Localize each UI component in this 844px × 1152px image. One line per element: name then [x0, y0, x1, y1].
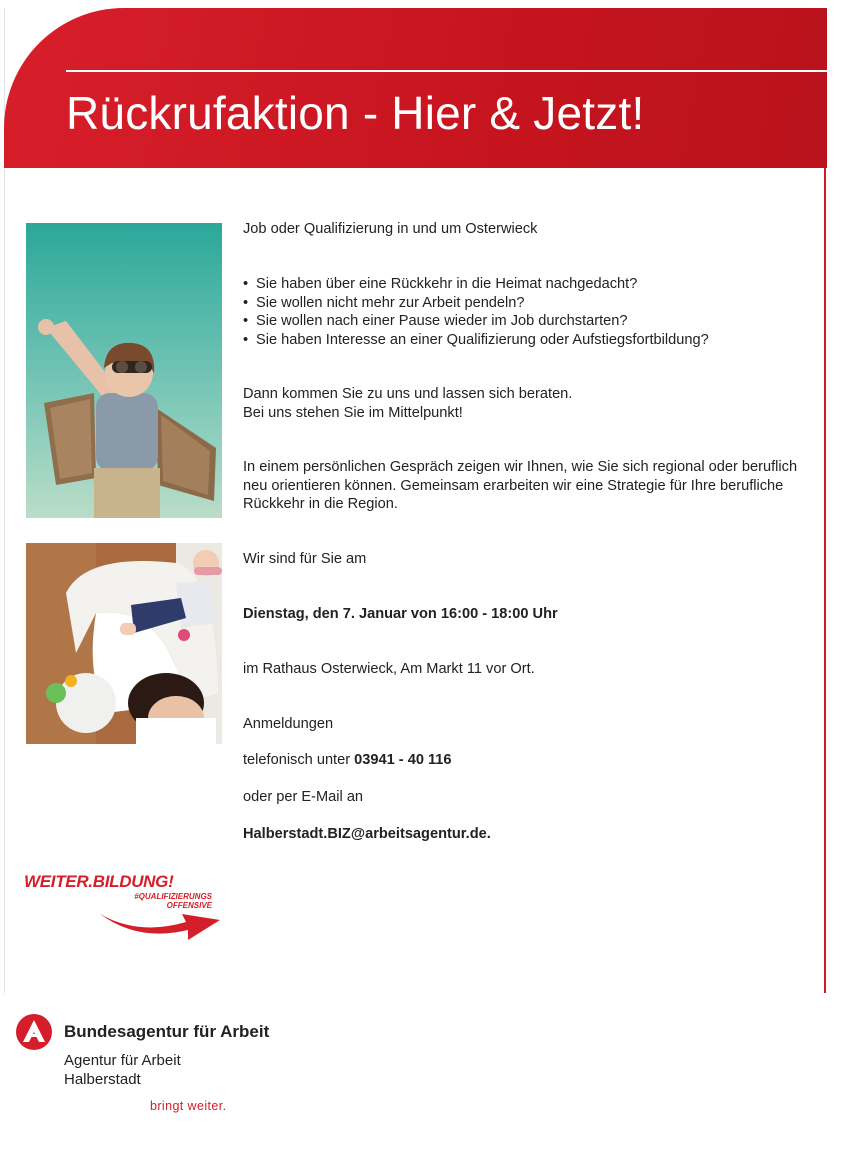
event-lead: Wir sind für Sie am — [243, 551, 367, 567]
header-banner — [4, 8, 827, 168]
consult-paragraph — [243, 385, 572, 422]
mother-baby-photo — [26, 543, 222, 744]
consult-line-2: Bei uns stehen Sie im Mittelpunkt! — [243, 404, 463, 421]
conversation-paragraph: In einem persönlichen Gespräch zeigen wir Ihnen, wie Sie sich regional oder beruflich neu orientieren können. Gemeinsam erarbeiten wir eine Strategie für Ihre berufliche Rückkehr in die Region. — [243, 459, 798, 512]
bullet-item: • Sie haben über eine Rückkehr in die Heimat nachgedacht? — [243, 275, 803, 294]
organization-name: Bundesagentur für Arbeit — [64, 1022, 270, 1041]
bullet-list — [243, 275, 803, 349]
consult-line-1: Dann kommen Sie zu uns und lassen sich beraten. — [243, 386, 573, 402]
event-location: im Rathaus Osterwieck, Am Markt 11 vor Ort. — [243, 661, 535, 677]
phone-prefix: telefonisch unter — [243, 752, 351, 768]
bullet-item: • Sie wollen nicht mehr zur Arbeit pendeln? — [243, 294, 803, 313]
intro-heading: Job oder Qualifizierung in und um Osterwieck — [243, 221, 538, 237]
email-line — [243, 825, 491, 844]
phone-number[interactable]: 03941 - 40 116 — [354, 752, 452, 768]
campaign-subtitle: #QUALIFIZIERUNGS OFFENSIVE — [134, 892, 212, 910]
header-rule — [66, 70, 827, 72]
bullet-item: • Sie haben Interesse an einer Qualifizierung oder Aufstiegsfortbildung? — [243, 331, 803, 350]
intro-bullets-block — [243, 275, 803, 349]
phone-line — [243, 751, 452, 770]
agency-name: Agentur für Arbeit Halberstadt — [64, 1052, 181, 1088]
bundesagentur-logo-icon — [16, 1014, 52, 1055]
weiterbildung-logo — [24, 872, 224, 942]
child-wings-photo — [26, 223, 222, 518]
registration-heading: Anmeldungen — [243, 716, 334, 732]
bullet-item: • Sie wollen nach einer Pause wieder im Job durchstarten? — [243, 312, 803, 331]
claim-text: bringt weiter. — [150, 1099, 227, 1113]
page-title: Rückrufaktion - Hier & Jetzt! — [66, 87, 645, 139]
email-address[interactable]: Halberstadt.BIZ@arbeitsagentur.de. — [243, 826, 491, 842]
arrow-swoosh-icon — [98, 902, 224, 942]
event-date: Dienstag, den 7. Januar von 16:00 - 18:00 Uhr — [243, 606, 558, 622]
campaign-title: WEITER.BILDUNG! — [24, 872, 174, 891]
email-prefix: oder per E-Mail an — [243, 789, 364, 805]
